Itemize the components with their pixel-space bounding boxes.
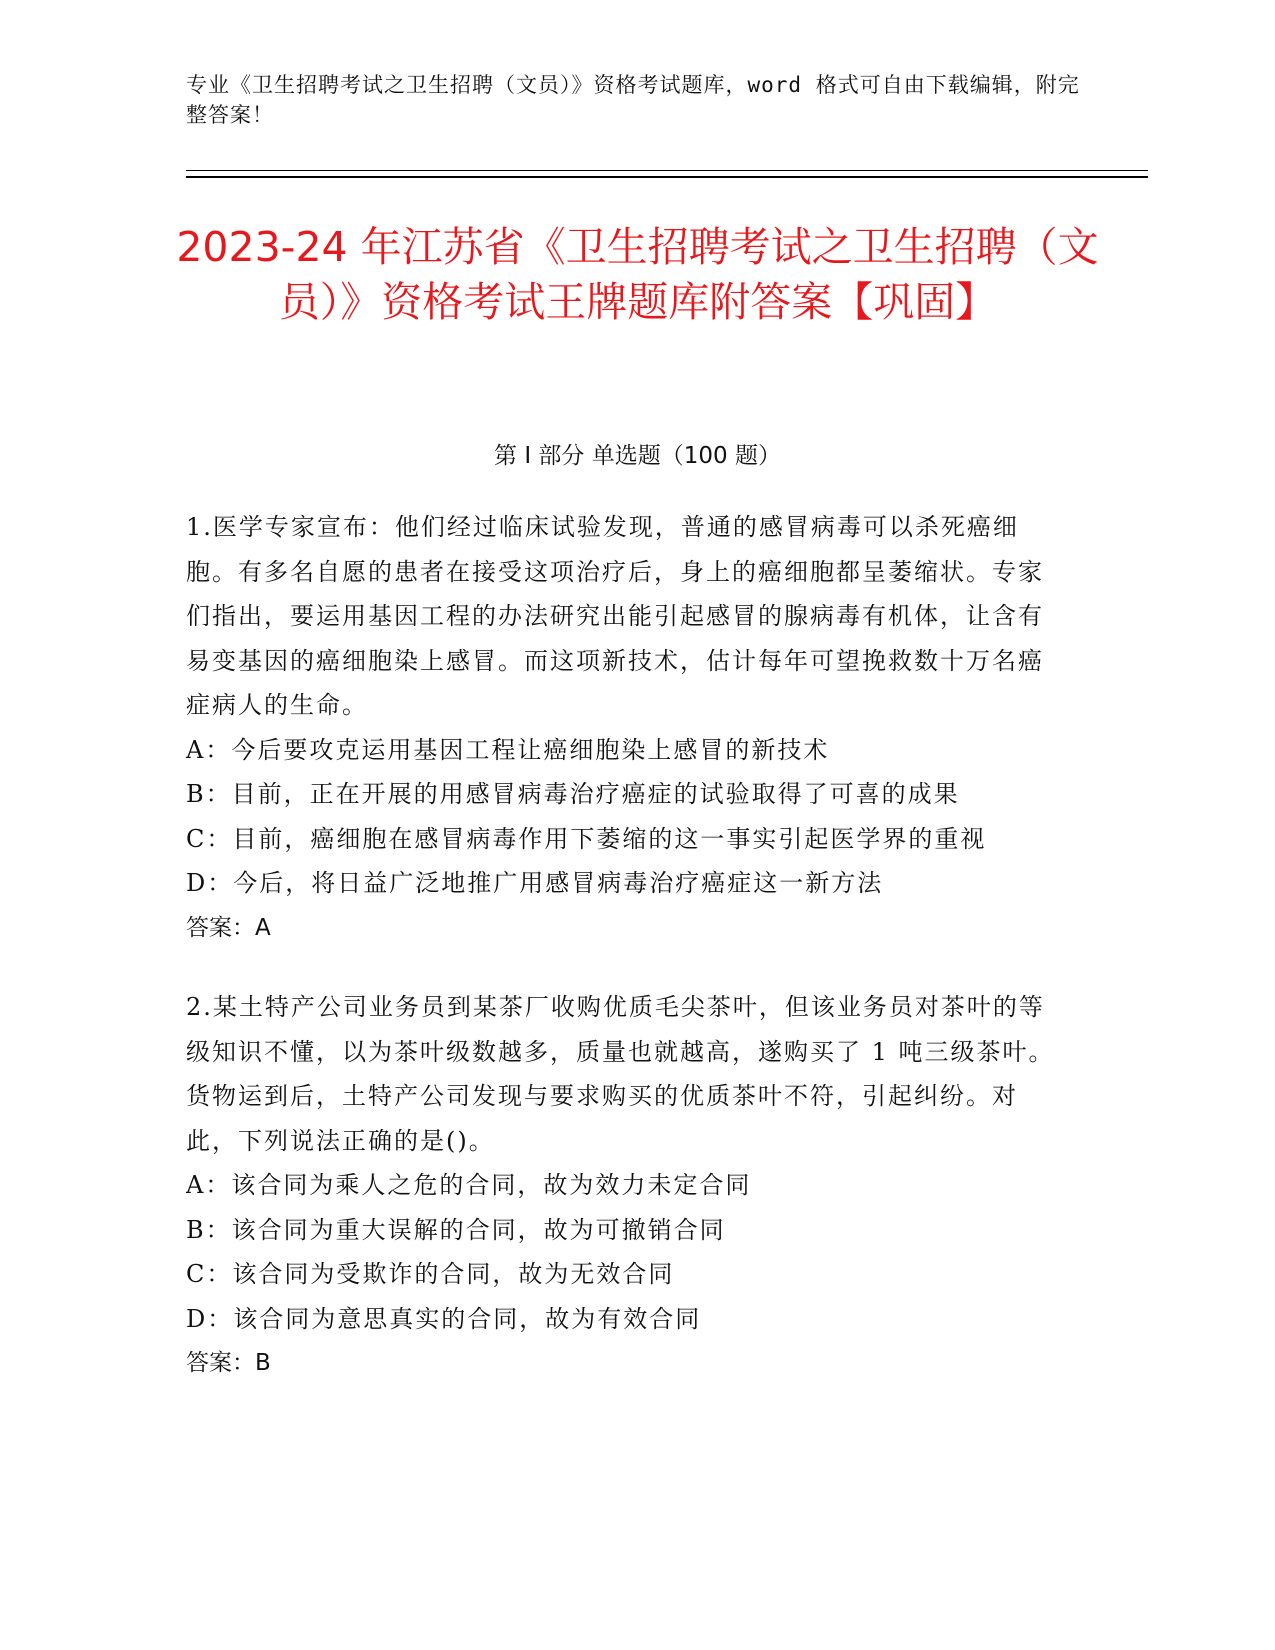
option-c: C：目前，癌细胞在感冒病毒作用下萎缩的这一事实引起医学界的重视 (186, 824, 987, 853)
question-stem: 1.医学专家宣布：他们经过临床试验发现，普通的感冒病毒可以杀死癌细胞。有多名自愿的患者在接受这项治疗后，身上的癌细胞都呈萎缩状。专家们指出，要运用基因工程的办法研究出能引起感冒的腺病毒有机体，让含有易变基因的癌细胞染上感冒。而这项新技术，估计每年可望挽救数十万名癌症病人的生命。 (186, 513, 1044, 719)
option-a: A：今后要攻克运用基因工程让癌细胞染上感冒的新技术 (186, 735, 830, 764)
option-d: D：今后，将日益广泛地推广用感冒病毒治疗癌症这一新方法 (186, 869, 884, 897)
answer: 答案：B (186, 1350, 271, 1376)
option-b: B：该合同为重大误解的合同，故为可撤销合同 (186, 1215, 726, 1244)
option-d: D：该合同为意思真实的合同，故为有效合同 (186, 1304, 702, 1333)
header-divider-thick (186, 176, 1148, 178)
answer: 答案：A (186, 914, 271, 941)
document-title: 2023-24 年江苏省《卫生招聘考试之卫生招聘（文员）》资格考试王牌题库附答案【巩固】 (176, 223, 1099, 326)
question-2 (186, 985, 1066, 1386)
question-1 (186, 505, 1066, 950)
option-b: B：目前，正在开展的用感冒病毒治疗癌症的试验取得了可喜的成果 (186, 780, 960, 808)
header-note: 专业《卫生招聘考试之卫生招聘（文员）》资格考试题库，word 格式可自由下载编辑，附完整答案！ (186, 73, 1080, 127)
option-c: C：该合同为受欺诈的合同，故为无效合同 (186, 1260, 675, 1288)
question-stem: 2.某土特产公司业务员到某茶厂收购优质毛尖茶叶，但该业务员对茶叶的等级知识不懂，以为茶叶级数越多，质量也就越高，遂购买了 1 吨三级茶叶。货物运到后，土特产公司发现与要求购买的优质茶叶不符，引起纠纷。对此，下列说法正确的是()。 (186, 993, 1055, 1155)
header-divider-thin (186, 170, 1148, 171)
section-heading: 第 I 部分 单选题（100 题） (494, 443, 781, 469)
option-a: A：该合同为乘人之危的合同，故为效力未定合同 (186, 1171, 752, 1199)
